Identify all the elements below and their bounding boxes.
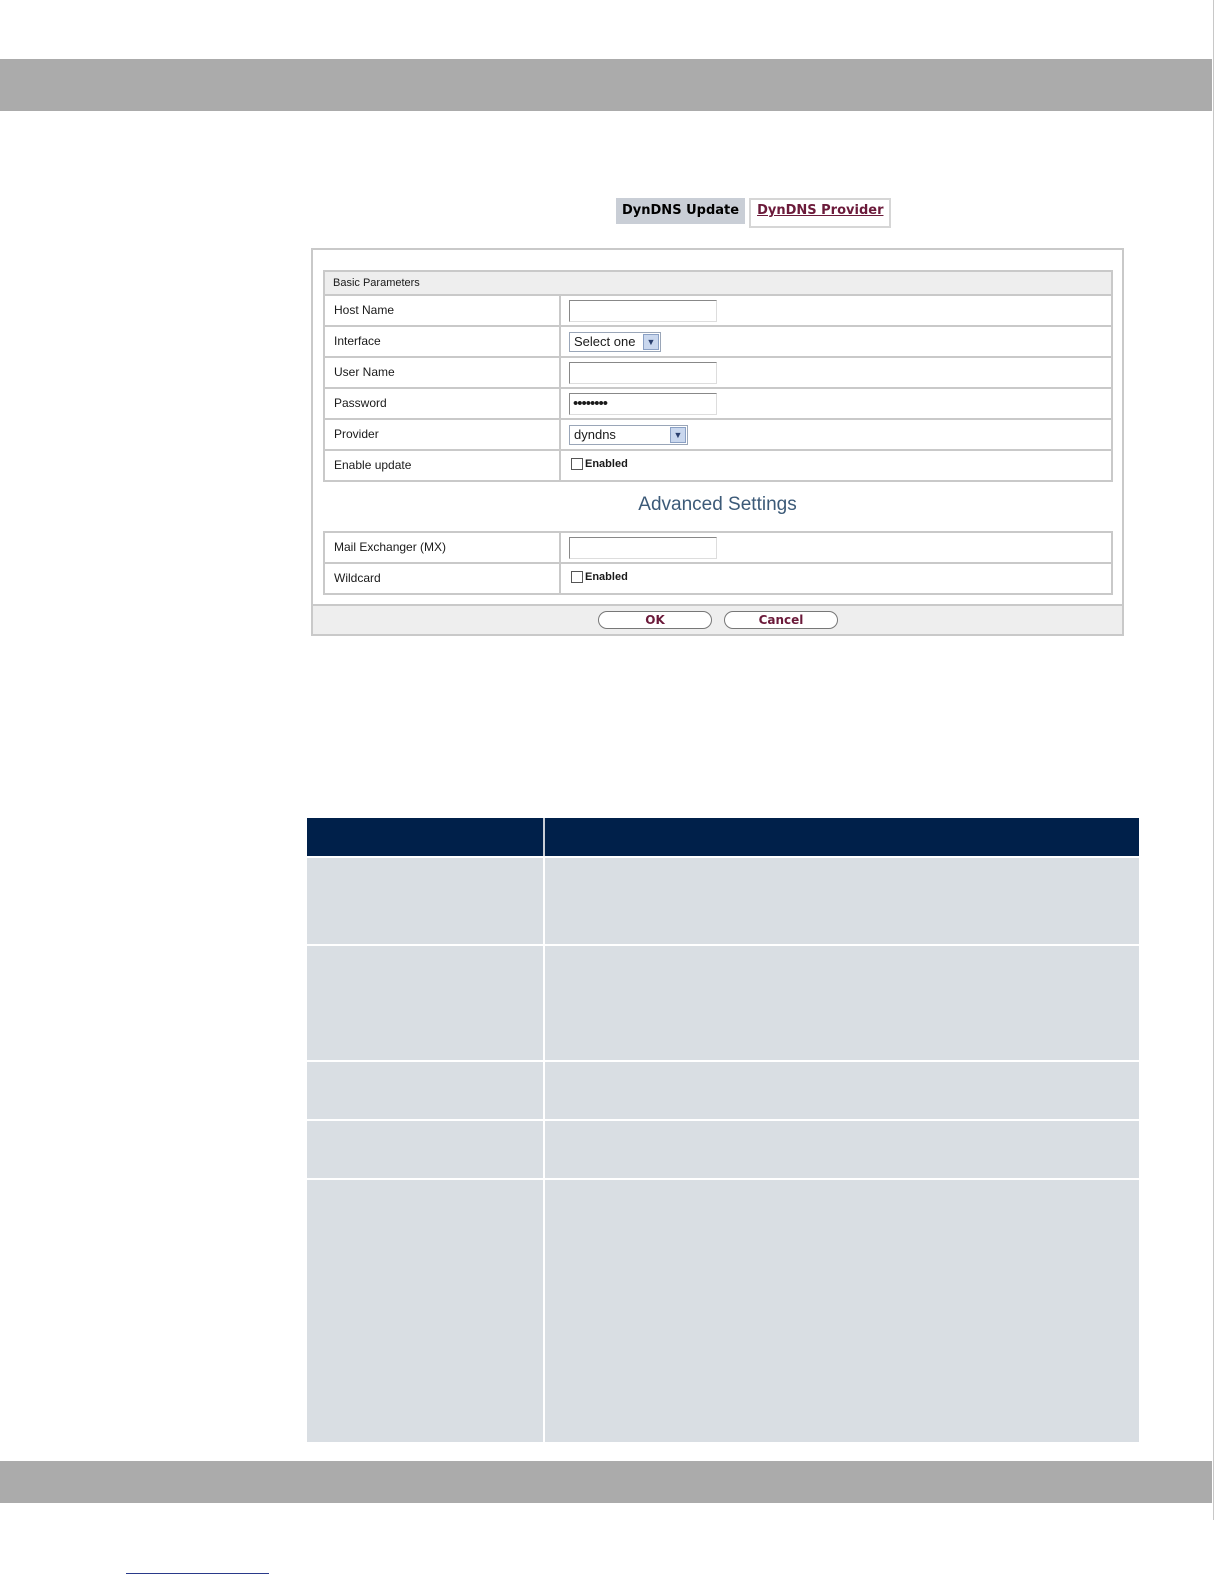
footer-link-underline [126,1573,269,1574]
interface-label: Interface [325,327,561,356]
header-cell [307,818,545,856]
table-cell [545,858,1139,944]
row-provider [325,420,1111,451]
table-cell [307,1062,545,1119]
wildcard-label: Wildcard [325,564,561,595]
chevron-down-icon: ▼ [643,334,659,350]
footer-band [0,1461,1212,1503]
enable-update-checkbox[interactable] [571,458,583,470]
enable-update-checkbox-label: Enabled [585,458,628,470]
ok-button[interactable]: OK [598,611,712,629]
wildcard-control [571,571,628,583]
wildcard-checkbox[interactable] [571,571,583,583]
provider-label: Provider [325,420,561,449]
table-row [307,1060,1139,1119]
table-cell [307,1180,545,1442]
cancel-button[interactable]: Cancel [724,611,838,629]
interface-select[interactable] [569,332,661,352]
host-name-input[interactable] [569,300,717,322]
interface-select-value: Select one [574,334,636,349]
row-enable-update [325,451,1111,482]
mail-exchanger-input[interactable] [569,537,717,559]
advanced-settings-group [323,531,1113,595]
table-cell [545,946,1139,1060]
enable-update-control [571,458,628,470]
description-table [307,818,1139,1442]
table-row [307,856,1139,944]
enable-update-label: Enable update [325,451,561,482]
row-interface [325,327,1111,358]
tab-bar [616,198,891,228]
config-panel [311,248,1124,636]
provider-select-value: dyndns [574,427,616,442]
table-cell [545,1180,1139,1442]
host-name-label: Host Name [325,296,561,325]
table-row [307,1178,1139,1442]
page-edge [1213,0,1224,1520]
table-cell [307,946,545,1060]
table-cell [545,1062,1139,1119]
tab-dyndns-update[interactable]: DynDNS Update [616,198,745,224]
mail-exchanger-label: Mail Exchanger (MX) [325,533,561,562]
chevron-down-icon: ▼ [670,427,686,443]
group-header: Basic Parameters [325,272,1111,296]
wildcard-checkbox-label: Enabled [585,571,628,583]
password-input[interactable]: •••••••• [569,393,717,415]
row-mail-exchanger [325,533,1111,564]
advanced-settings-title[interactable]: Advanced Settings [638,494,797,515]
table-cell [307,858,545,944]
table-row [307,1119,1139,1178]
table-cell [545,1121,1139,1178]
row-user-name [325,358,1111,389]
table-row [307,944,1139,1060]
header-band [0,59,1212,111]
row-wildcard [325,564,1111,595]
button-bar [313,604,1122,634]
row-host-name [325,296,1111,327]
password-label: Password [325,389,561,418]
basic-parameters-group [323,270,1113,482]
table-cell [307,1121,545,1178]
provider-select[interactable] [569,425,688,445]
row-password [325,389,1111,420]
user-name-label: User Name [325,358,561,387]
user-name-input[interactable] [569,362,717,384]
tab-dyndns-provider[interactable]: DynDNS Provider [749,198,891,228]
table-header [307,818,1139,856]
